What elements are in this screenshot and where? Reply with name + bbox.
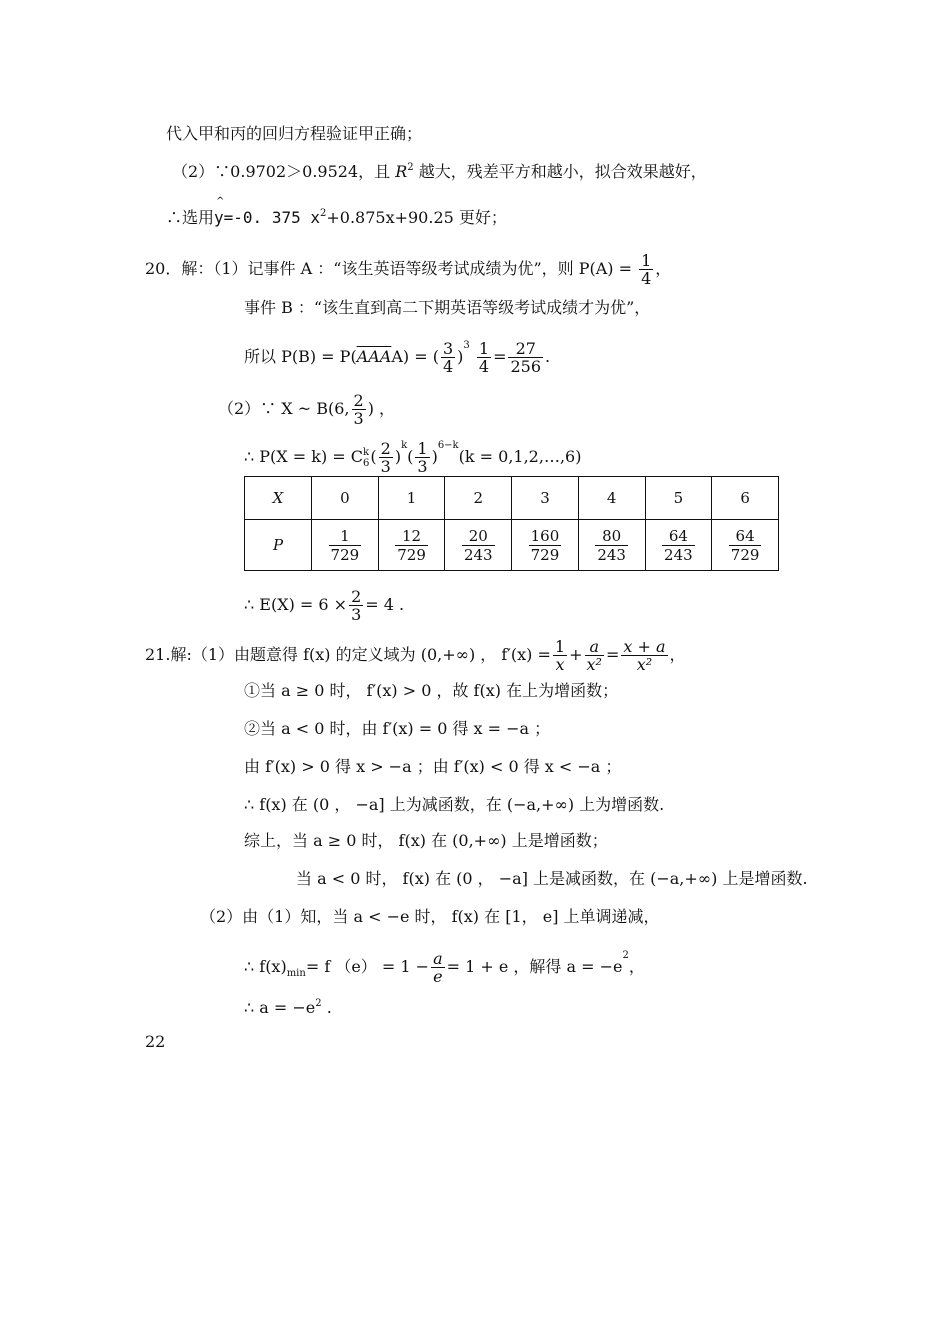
line-regression-verify: 代入甲和丙的回归方程验证甲正确；: [166, 124, 423, 143]
r-symbol: R: [395, 162, 408, 181]
text: (k = 0,1,2,…,6): [458, 447, 582, 466]
numerator: a: [585, 638, 604, 656]
text: = 1 + e ，解得 a = −e: [446, 957, 623, 976]
table-cell: 0: [312, 477, 379, 520]
expectation: [244, 588, 404, 623]
text: ，: [669, 645, 686, 664]
numerator: 12: [395, 527, 428, 546]
equation-text: y=-0. 375 x: [214, 208, 320, 227]
problem-21-header: [145, 638, 686, 673]
table-cell: [378, 520, 445, 571]
denominator: 729: [397, 545, 426, 564]
numerator: 160: [530, 526, 560, 545]
superscript: 2: [319, 208, 327, 219]
fraction: [352, 392, 366, 427]
text: （2）∵0.9702＞0.9524，且: [172, 162, 396, 181]
table-header-x: X: [245, 477, 312, 520]
denominator: x: [555, 655, 565, 674]
text: 所以 P(B) = P(: [244, 347, 357, 366]
text: ，: [655, 259, 672, 278]
table-cell: [712, 520, 779, 571]
text: +: [569, 645, 583, 664]
table-cell: 3: [512, 477, 579, 520]
numerator: 2: [380, 439, 391, 458]
summary-line-1: 综上，当 a ≥ 0 时， f(x) 在 (0,+∞) 上是增函数；: [244, 831, 608, 850]
table-row: [245, 477, 779, 520]
text: 越大，残差平方和越小，拟合效果越好，: [413, 162, 707, 181]
table-cell: [445, 520, 512, 571]
fraction: [621, 638, 667, 673]
denominator: 3: [353, 409, 364, 428]
problem-22-label: 22: [145, 1032, 166, 1051]
superscript: k: [401, 440, 408, 451]
superscript: 2: [315, 998, 322, 1009]
text: ∴ P(X = k) = C: [244, 447, 363, 466]
text: ∴ a = −e: [244, 998, 316, 1017]
numerator: 1: [478, 339, 490, 358]
superscript: 2: [407, 162, 414, 173]
text: 21.解:（1）由题意得 f(x) 的定义域为 (0,+∞) ， f′(x) =: [145, 645, 551, 664]
fraction: [639, 252, 653, 287]
case-1: ①当 a ≥ 0 时， f′(x) > 0 ，故 f(x) 在上为增函数；: [244, 681, 619, 700]
line-choose-model: [166, 196, 507, 228]
numerator: 1: [329, 527, 362, 546]
probability-formula: [244, 440, 581, 475]
probability-b: [244, 340, 550, 375]
case-2-monotonic: ∴ f(x) 在 (0 ， −a] 上为减函数，在 (−a,+∞) 上为增函数.: [244, 795, 665, 814]
table-cell: [645, 520, 712, 571]
text: .: [545, 347, 551, 366]
text: （2）∵ X ~ B(6,: [218, 399, 350, 418]
table-row: [245, 520, 779, 571]
line-r-squared: [172, 162, 707, 182]
text: =: [493, 347, 507, 366]
text: ∴ E(X) = 6 ×: [244, 595, 348, 614]
denominator: 729: [730, 545, 760, 564]
denominator: 4: [478, 357, 490, 376]
denominator: 243: [463, 545, 493, 564]
numerator: 1: [417, 439, 428, 458]
case-2: ②当 a < 0 时，由 f′(x) = 0 得 x = −a ；: [244, 719, 551, 738]
denominator: 4: [442, 357, 454, 376]
table-cell: 1: [378, 477, 445, 520]
table-cell: [512, 520, 579, 571]
table-header-p: P: [245, 520, 312, 571]
denominator: 4: [641, 269, 652, 288]
numerator: 3: [442, 339, 454, 358]
case-2-detail: 由 f′(x) > 0 得 x > −a ；由 f′(x) < 0 得 x < −a ；: [244, 757, 622, 776]
part-2-intro: （2）由（1）知，当 a < −e 时， f(x) 在 [1， e] 上单调递减，: [200, 907, 660, 926]
denominator: e: [433, 967, 443, 986]
table-cell: 4: [578, 477, 645, 520]
table-cell: [578, 520, 645, 571]
binomial-distribution: [218, 392, 395, 427]
denominator: 243: [597, 545, 626, 564]
denominator: 3: [380, 457, 391, 476]
table-cell: 2: [445, 477, 512, 520]
text: (: [370, 447, 377, 466]
denominator: 256: [510, 357, 542, 376]
table-cell: 5: [645, 477, 712, 520]
numerator: 64: [662, 527, 695, 546]
text: ∴选用: [166, 208, 215, 227]
subscript: 6: [363, 457, 370, 469]
text: A) = (: [391, 347, 439, 366]
text: ): [394, 447, 402, 466]
denominator: x²: [636, 655, 653, 674]
event-b-definition: 事件 B ：“该生直到高二下期英语等级考试成绩才为优”，: [244, 298, 651, 317]
text: ∴ f(x): [244, 957, 287, 976]
superscript: k: [363, 446, 370, 458]
numerator: 2: [353, 391, 364, 410]
numerator: 27: [508, 340, 543, 358]
summary-line-2: 当 a < 0 时， f(x) 在 (0 ， −a] 上是减函数，在 (−a,+∞) 上是增函数.: [296, 869, 808, 888]
denominator: x²: [586, 655, 602, 674]
denominator: 729: [530, 545, 560, 564]
distribution-table: [244, 476, 779, 571]
fraction: [415, 440, 429, 475]
superscript: 6−k: [437, 440, 459, 451]
fraction: [585, 638, 604, 673]
text: = 4 .: [365, 595, 405, 614]
fraction: [477, 340, 491, 375]
fraction: [349, 588, 363, 623]
minimum-value: [244, 950, 645, 985]
final-answer: [244, 998, 332, 1018]
numerator: 1: [554, 637, 566, 656]
denominator: 3: [351, 605, 362, 624]
superscript: 3: [463, 340, 470, 351]
combination-indices: [363, 447, 369, 469]
denominator: 729: [330, 545, 360, 564]
numerator: 20: [462, 527, 495, 546]
table-cell: [312, 520, 379, 571]
text: ): [457, 347, 464, 366]
numerator: 80: [595, 527, 628, 546]
text: .: [321, 998, 332, 1017]
fraction: [508, 340, 543, 375]
denominator: 3: [417, 457, 428, 476]
text: (: [407, 447, 414, 466]
text: ，: [628, 957, 645, 976]
text: +0.875x+90.25 更好；: [326, 208, 507, 227]
text: 20．解：（1）记事件 A ：“该生英语等级考试成绩为优”，则 P(A) =: [145, 259, 633, 278]
fraction: [553, 638, 567, 673]
numerator: 1: [641, 251, 652, 270]
text: ) ，: [367, 399, 396, 418]
numerator: x + a: [623, 637, 666, 656]
text: = f （e） = 1 −: [305, 957, 430, 976]
denominator: 243: [664, 545, 693, 564]
subscript: min: [286, 968, 306, 980]
table-cell: 6: [712, 477, 779, 520]
regression-equation: [214, 196, 320, 228]
text: ): [431, 447, 438, 466]
problem-20-header: [145, 252, 671, 287]
hat-symbol: ^: [216, 196, 225, 207]
fraction: [379, 440, 393, 475]
fraction: [431, 950, 445, 985]
complement-events: $\overline{AAA}$: [356, 347, 392, 366]
superscript: 2: [622, 950, 629, 961]
numerator: 2: [351, 587, 362, 606]
numerator: 64: [729, 527, 762, 546]
text: =: [605, 645, 620, 664]
fraction: [441, 340, 455, 375]
numerator: a: [433, 949, 443, 968]
